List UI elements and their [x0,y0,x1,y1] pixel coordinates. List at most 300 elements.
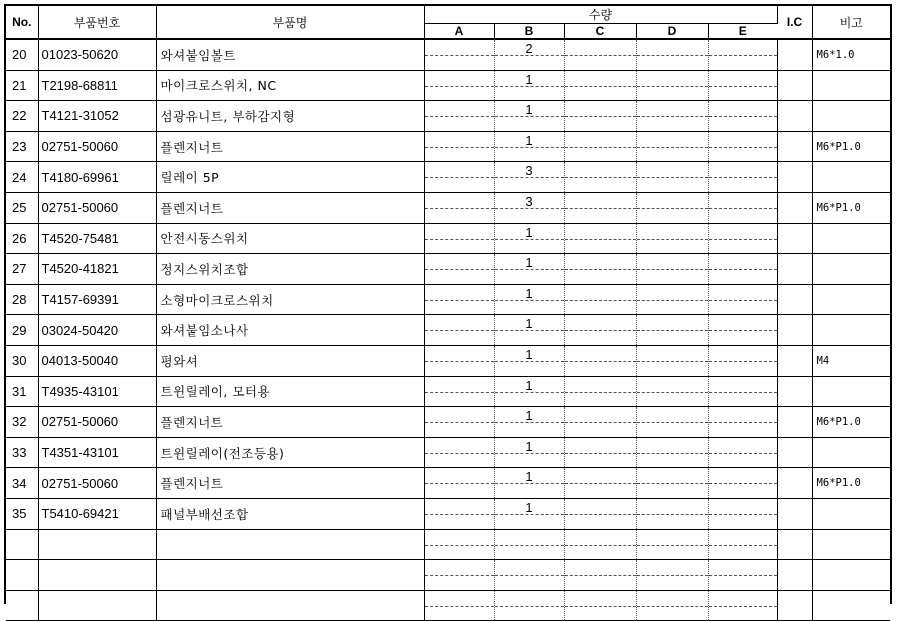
part-number: T4351-43101 [38,437,156,468]
qty-guide-line [637,453,708,454]
part-name: 마이크로스위치, NC [156,70,424,101]
ic-cell [777,39,812,70]
qty-guide-line [565,422,636,423]
qty-value: 2 [525,41,533,56]
qty-guide-line [425,147,494,148]
qty-guide-line [425,55,494,56]
part-name [156,529,424,560]
parts-list-sheet [4,4,892,604]
qty-guide-line [425,300,494,301]
qty-guide-line [425,606,494,607]
qty-cell-e [708,529,777,560]
qty-cell-b [494,223,564,254]
qty-cell-b [494,254,564,285]
qty-cell-b [494,70,564,101]
qty-value: 1 [525,408,533,424]
parts-table [6,6,890,621]
qty-guide-line [637,422,708,423]
qty-guide-line [425,361,494,362]
table-row [6,254,890,285]
remarks-cell [812,437,890,468]
remarks-cell [812,529,890,560]
remarks-cell [812,560,890,591]
qty-cell-a [424,590,494,621]
ic-cell [777,131,812,162]
part-number: 02751-50060 [38,468,156,499]
qty-cell-d [636,315,708,346]
qty-guide-line [637,545,708,546]
row-number: 25 [6,192,38,223]
qty-cell-a [424,162,494,193]
qty-cell-e [708,131,777,162]
remarks-cell [812,498,890,529]
qty-guide-line [565,300,636,301]
part-name: 플렌지너트 [156,468,424,499]
table-row [6,468,890,499]
ic-cell [777,560,812,591]
qty-guide-line [637,208,708,209]
table-row [6,529,890,560]
qty-guide-line [565,330,636,331]
ic-cell [777,590,812,621]
qty-guide-line [495,606,564,607]
qty-cell-b [494,131,564,162]
qty-guide-line [425,575,494,576]
table-row [6,376,890,407]
qty-cell-e [708,315,777,346]
qty-cell-a [424,284,494,315]
qty-guide-line [425,483,494,484]
part-name [156,590,424,621]
row-number: 30 [6,345,38,376]
qty-guide-line [637,86,708,87]
qty-cell-a [424,498,494,529]
ic-cell [777,498,812,529]
qty-cell-a [424,192,494,223]
qty-value: 1 [525,102,533,118]
qty-cell-c [564,254,636,285]
qty-cell-c [564,407,636,438]
qty-cell-a [424,101,494,132]
row-number: 32 [6,407,38,438]
qty-cell-d [636,590,708,621]
qty-guide-line [709,422,777,423]
qty-cell-e [708,590,777,621]
table-row [6,560,890,591]
qty-cell-b [494,498,564,529]
qty-cell-c [564,284,636,315]
ic-cell [777,223,812,254]
part-name: 와셔붙임소나사 [156,315,424,346]
ic-cell [777,407,812,438]
qty-guide-line [565,545,636,546]
qty-guide-line [709,330,777,331]
remarks-cell [812,254,890,285]
qty-guide-line [425,239,494,240]
qty-value: 1 [525,132,533,148]
ic-cell [777,101,812,132]
qty-cell-e [708,162,777,193]
table-row [6,131,890,162]
ic-cell [777,376,812,407]
header-remarks: 비고 [812,6,890,39]
ic-cell [777,192,812,223]
table-row [6,39,890,70]
qty-cell-c [564,590,636,621]
qty-cell-e [708,223,777,254]
remarks-cell: M6*P1.0 [812,131,890,162]
qty-guide-line [637,606,708,607]
qty-value: 3 [525,163,533,179]
qty-cell-a [424,376,494,407]
qty-guide-line [637,575,708,576]
qty-cell-d [636,345,708,376]
qty-cell-d [636,284,708,315]
parts-rows [6,39,890,621]
remarks-cell [812,70,890,101]
qty-cell-e [708,376,777,407]
qty-guide-line [709,514,777,515]
qty-cell-d [636,223,708,254]
header-qty-a: A [424,24,494,40]
header-qty-e: E [708,24,777,40]
remarks-cell: M6*P1.0 [812,468,890,499]
qty-cell-d [636,437,708,468]
qty-cell-c [564,162,636,193]
row-number: 31 [6,376,38,407]
part-name: 안전시동스위치 [156,223,424,254]
header-no: No. [6,6,38,39]
part-number [38,590,156,621]
qty-guide-line [637,239,708,240]
table-row [6,101,890,132]
qty-guide-line [565,208,636,209]
part-name: 패널부배선조합 [156,498,424,529]
qty-cell-e [708,101,777,132]
ic-cell [777,284,812,315]
qty-guide-line [425,269,494,270]
qty-cell-d [636,70,708,101]
qty-cell-a [424,315,494,346]
part-number: T4157-69391 [38,284,156,315]
ic-cell [777,70,812,101]
qty-guide-line [495,545,564,546]
qty-cell-b [494,284,564,315]
qty-cell-e [708,437,777,468]
part-name: 플렌지너트 [156,192,424,223]
qty-guide-line [709,392,777,393]
row-number: 34 [6,468,38,499]
ic-cell [777,468,812,499]
qty-cell-b [494,560,564,591]
qty-cell-e [708,468,777,499]
qty-guide-line [637,116,708,117]
qty-guide-line [709,239,777,240]
qty-cell-c [564,560,636,591]
part-number: 02751-50060 [38,192,156,223]
qty-guide-line [709,575,777,576]
qty-cell-b [494,162,564,193]
qty-guide-line [637,147,708,148]
part-number: 02751-50060 [38,407,156,438]
qty-cell-e [708,192,777,223]
qty-guide-line [425,422,494,423]
qty-cell-d [636,39,708,70]
qty-value: 3 [525,193,533,209]
qty-cell-c [564,70,636,101]
qty-cell-d [636,376,708,407]
part-number: 04013-50040 [38,345,156,376]
qty-guide-line [565,606,636,607]
qty-cell-c [564,529,636,560]
qty-cell-a [424,529,494,560]
qty-guide-line [565,147,636,148]
qty-guide-line [709,177,777,178]
qty-guide-line [637,300,708,301]
row-number: 21 [6,70,38,101]
remarks-cell [812,284,890,315]
qty-guide-line [565,269,636,270]
part-name: 플렌지너트 [156,131,424,162]
header-qty-d: D [636,24,708,40]
qty-cell-c [564,498,636,529]
row-number: 35 [6,498,38,529]
part-number: 01023-50620 [38,39,156,70]
row-number: 23 [6,131,38,162]
qty-guide-line [637,392,708,393]
table-row [6,590,890,621]
header-qty-c: C [564,24,636,40]
qty-cell-c [564,345,636,376]
part-number: 03024-50420 [38,315,156,346]
qty-guide-line [709,545,777,546]
part-number: T4520-41821 [38,254,156,285]
table-row [6,162,890,193]
table-row [6,437,890,468]
part-name: 정지스위치조합 [156,254,424,285]
qty-value: 1 [525,255,533,271]
row-number: 27 [6,254,38,285]
qty-cell-b [494,529,564,560]
qty-cell-c [564,437,636,468]
qty-guide-line [565,483,636,484]
qty-cell-e [708,70,777,101]
header-part-number: 부품번호 [38,6,156,39]
table-row [6,498,890,529]
qty-value: 1 [525,224,533,240]
part-number: T4520-75481 [38,223,156,254]
remarks-cell [812,101,890,132]
table-row [6,223,890,254]
qty-guide-line [425,514,494,515]
row-number [6,529,38,560]
qty-cell-a [424,560,494,591]
qty-cell-c [564,223,636,254]
qty-cell-b [494,468,564,499]
ic-cell [777,254,812,285]
qty-cell-a [424,437,494,468]
qty-cell-e [708,560,777,591]
qty-cell-e [708,345,777,376]
part-name: 섬광유니트, 부하감지형 [156,101,424,132]
row-number: 20 [6,39,38,70]
qty-guide-line [709,606,777,607]
ic-cell [777,162,812,193]
qty-cell-e [708,407,777,438]
qty-cell-b [494,437,564,468]
qty-value: 1 [525,469,533,485]
row-number [6,560,38,591]
qty-cell-a [424,223,494,254]
qty-cell-a [424,254,494,285]
qty-guide-line [565,116,636,117]
qty-cell-a [424,70,494,101]
qty-cell-d [636,407,708,438]
part-name: 평와셔 [156,345,424,376]
qty-guide-line [637,361,708,362]
remarks-cell: M6*P1.0 [812,192,890,223]
remarks-cell [812,162,890,193]
table-row [6,315,890,346]
table-row [6,407,890,438]
header-part-name: 부품명 [156,6,424,39]
qty-value: 1 [525,499,533,515]
qty-value: 1 [525,346,533,362]
qty-cell-c [564,468,636,499]
qty-cell-d [636,101,708,132]
row-number: 29 [6,315,38,346]
qty-cell-d [636,162,708,193]
qty-cell-d [636,560,708,591]
qty-cell-e [708,254,777,285]
qty-guide-line [637,269,708,270]
qty-value: 1 [525,316,533,332]
part-name: 와셔붙임볼트 [156,39,424,70]
qty-guide-line [709,300,777,301]
remarks-cell [812,590,890,621]
qty-cell-a [424,345,494,376]
qty-guide-line [709,116,777,117]
qty-guide-line [565,514,636,515]
qty-cell-d [636,131,708,162]
qty-cell-e [708,498,777,529]
qty-guide-line [565,575,636,576]
qty-cell-c [564,131,636,162]
qty-guide-line [565,86,636,87]
remarks-cell [812,315,890,346]
remarks-cell: M4 [812,345,890,376]
qty-value: 1 [525,71,533,87]
qty-guide-line [709,147,777,148]
qty-cell-e [708,284,777,315]
qty-cell-c [564,376,636,407]
qty-cell-b [494,590,564,621]
part-number [38,529,156,560]
part-number: T4121-31052 [38,101,156,132]
ic-cell [777,315,812,346]
qty-guide-line [495,575,564,576]
qty-cell-c [564,39,636,70]
qty-guide-line [425,116,494,117]
qty-cell-b [494,407,564,438]
qty-cell-b [494,101,564,132]
qty-guide-line [565,453,636,454]
qty-guide-line [425,330,494,331]
qty-value: 1 [525,438,533,454]
qty-cell-d [636,468,708,499]
part-name [156,560,424,591]
qty-cell-d [636,254,708,285]
row-number [6,590,38,621]
part-name: 소형마이크로스위치 [156,284,424,315]
qty-cell-b [494,376,564,407]
part-number: T2198-68811 [38,70,156,101]
qty-guide-line [709,208,777,209]
qty-cell-b [494,315,564,346]
remarks-cell: M6*P1.0 [812,407,890,438]
qty-guide-line [425,177,494,178]
qty-cell-c [564,315,636,346]
qty-guide-line [425,392,494,393]
qty-value: 1 [525,377,533,393]
qty-guide-line [709,269,777,270]
remarks-cell: M6*1.0 [812,39,890,70]
qty-cell-b [494,345,564,376]
row-number: 33 [6,437,38,468]
qty-guide-line [565,55,636,56]
qty-value: 1 [525,285,533,301]
qty-guide-line [637,55,708,56]
qty-cell-d [636,192,708,223]
qty-guide-line [709,86,777,87]
qty-cell-e [708,39,777,70]
qty-cell-b [494,192,564,223]
qty-cell-c [564,192,636,223]
qty-guide-line [565,239,636,240]
row-number: 26 [6,223,38,254]
qty-cell-c [564,101,636,132]
ic-cell [777,345,812,376]
qty-guide-line [637,177,708,178]
qty-cell-b [494,39,564,70]
qty-guide-line [709,483,777,484]
qty-guide-line [425,545,494,546]
qty-guide-line [565,392,636,393]
qty-guide-line [637,514,708,515]
qty-cell-d [636,529,708,560]
header-ic: I.C [777,6,812,39]
row-number: 22 [6,101,38,132]
qty-guide-line [425,453,494,454]
part-name: 트윈릴레이(전조등용) [156,437,424,468]
table-row [6,192,890,223]
header-quantity: 수량 [424,6,777,24]
part-number [38,560,156,591]
remarks-cell [812,376,890,407]
remarks-cell [812,223,890,254]
qty-guide-line [565,361,636,362]
part-name: 플렌지너트 [156,407,424,438]
ic-cell [777,529,812,560]
header-qty-b: B [494,24,564,40]
table-row [6,345,890,376]
part-name: 트윈릴레이, 모터용 [156,376,424,407]
qty-guide-line [709,361,777,362]
part-number: T5410-69421 [38,498,156,529]
part-number: T4180-69961 [38,162,156,193]
qty-cell-a [424,468,494,499]
qty-guide-line [637,483,708,484]
